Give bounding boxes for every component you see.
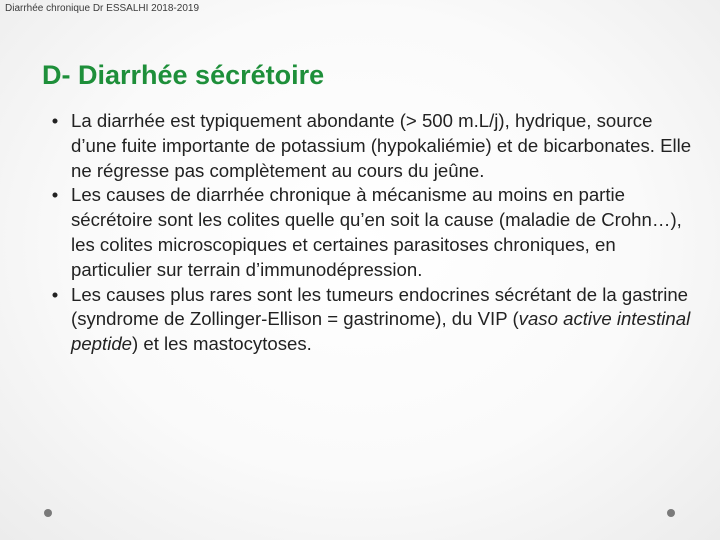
bullet-icon: • bbox=[51, 184, 59, 206]
bullet-text: La diarrhée est typiquement abondante (> 500 m.L/j), hydrique, source d’une fuite importante de potassium (hypokaliémie) et de bicarbonates. Elle ne régresse pas complètement au cours du jeûne. bbox=[71, 110, 692, 181]
bullet-text-start: Les causes plus rares sont les tumeurs endocrines sécrétant de la gastrine (syndrome de Zollinger-Ellison = gastrinome), du VIP ( bbox=[71, 283, 689, 330]
slide-title: D- Diarrhée sécrétoire bbox=[42, 60, 325, 90]
bullet-text-end: ) et les mastocytoses. bbox=[132, 333, 312, 355]
bullet-item bbox=[46, 109, 696, 183]
dot-icon bbox=[44, 509, 52, 517]
bullet-item bbox=[46, 183, 696, 282]
bullet-icon: • bbox=[51, 110, 59, 131]
bullet-icon: • bbox=[51, 283, 59, 305]
header-note: Diarrhée chronique Dr ESSALHI 2018-2019 bbox=[5, 3, 199, 14]
dot-icon bbox=[667, 509, 675, 517]
bullet-text: Les causes de diarrhée chronique à mécanisme au moins en partie sécrétoire sont les colites quelle qu’en soit la cause (maladie de Crohn…), les colites microscopiques et certaines parasitoses chroniques, en particulier sur terrain d’immunodépression. bbox=[71, 184, 682, 280]
bullet-list bbox=[46, 109, 696, 357]
bullet-text-italic: vaso active intestinal peptide bbox=[71, 308, 691, 355]
bullet-item bbox=[46, 283, 696, 357]
